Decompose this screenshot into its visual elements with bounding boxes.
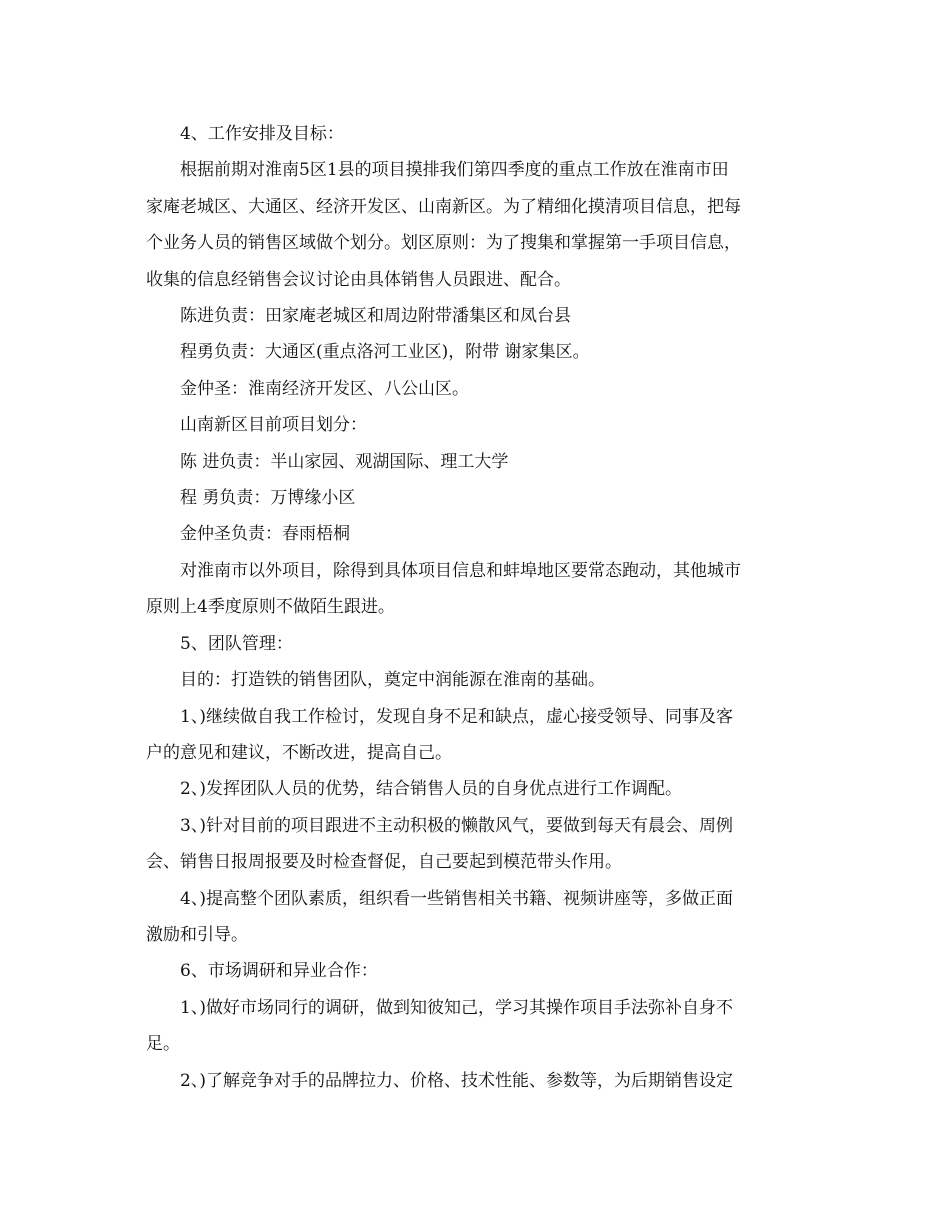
text-line: 收集的信息经销售会议讨论由具体销售人员跟进、配合。 (146, 269, 571, 290)
text-line: 会、销售日报周报要及时检查督促，自己要起到模范带头作用。 (146, 852, 622, 873)
text-line: 目的：打造铁的销售团队，奠定中润能源在淮南的基础。 (180, 670, 605, 691)
text-line: 程 勇负责：万博缘小区 (180, 488, 356, 509)
text-line: 4、工作安排及目标： (180, 124, 344, 144)
text-line: 山南新区目前项目划分： (180, 415, 367, 436)
text-line: 户的意见和建议，不断改进，提高自己。 (146, 742, 452, 763)
text-line: 根据前期对淮南5区1县的项目摸排我们第四季度的重点工作放在淮南市田 (180, 160, 729, 181)
text-line: 金仲圣负责：春雨梧桐 (180, 524, 350, 545)
text-line: 激励和引导。 (146, 924, 248, 945)
text-line: 程勇负责：大通区(重点洛河工业区)，附带 谢家集区。 (180, 342, 590, 363)
text-line: 原则上4季度原则不做陌生跟进。 (146, 597, 395, 618)
text-line: 足。 (146, 1034, 180, 1055)
text-line: 1、)继续做自我工作检讨，发现自身不足和缺点，虚心接受领导、同事及客 (180, 706, 733, 727)
text-line: 对淮南市以外项目，除得到具体项目信息和蚌埠地区要常态跑动，其他城市 (180, 560, 741, 581)
text-line: 家庵老城区、大通区、经济开发区、山南新区。为了精细化摸清项目信息，把每 (146, 196, 741, 217)
text-line: 1、)做好市场同行的调研，做到知彼知己，学习其操作项目手法弥补自身不 (180, 997, 733, 1018)
text-line: 陈进负责：田家庵老城区和周边附带潘集区和凤台县 (180, 306, 571, 327)
text-line: 金仲圣：淮南经济开发区、八公山区。 (180, 378, 469, 399)
text-line: 4、)提高整个团队素质，组织看一些销售相关书籍、视频讲座等，多做正面 (180, 888, 733, 909)
text-line: 5、团队管理： (180, 633, 293, 654)
document-page (146, 116, 804, 1099)
text-line: 6、市场调研和异业合作： (180, 961, 378, 982)
text-line: 2、)了解竞争对手的品牌拉力、价格、技术性能、参数等，为后期销售设定 (180, 1070, 733, 1091)
text-line: 3、)针对目前的项目跟进不主动积极的懒散风气，要做到每天有晨会、周例 (180, 815, 733, 836)
text-line: 2、)发挥团队人员的优势，结合销售人员的自身优点进行工作调配。 (180, 779, 682, 800)
text-line: 陈 进负责：半山家园、观湖国际、理工大学 (180, 451, 509, 472)
text-line: 个业务人员的销售区域做个划分。划区原则：为了搜集和掌握第一手项目信息， (146, 233, 741, 254)
